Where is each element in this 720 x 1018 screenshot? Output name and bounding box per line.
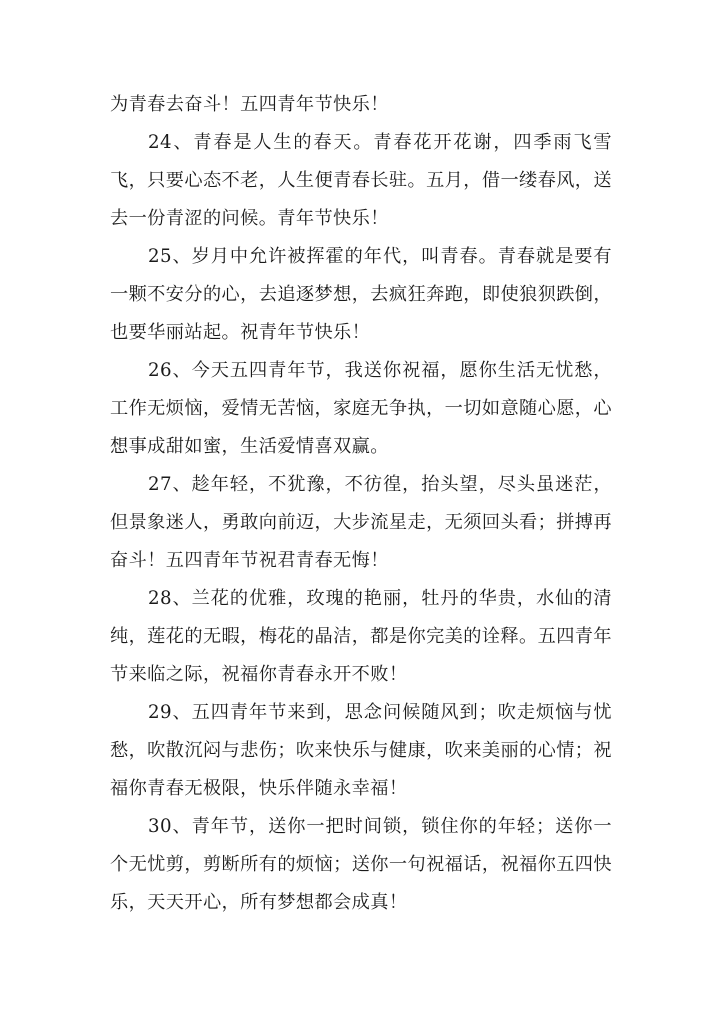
paragraph-27: 27、趁年轻，不犹豫，不彷徨，抬头望，尽头虽迷茫，但景象迷人，勇敢向前迈，大步流星走，无须回头看；拼搏再奋斗！五四青年节祝君青春无悔！ <box>110 474 612 571</box>
paragraph-25: 25、岁月中允许被挥霍的年代，叫青春。青春就是要有一颗不安分的心，去追逐梦想，去疯狂奔跑，即使狼狈跌倒，也要华丽站起。祝青年节快乐！ <box>110 246 612 343</box>
paragraph-29: 29、五四青年节来到，思念问候随风到；吹走烦恼与忧愁，吹散沉闷与悲伤；吹来快乐与健康，吹来美丽的心情；祝福你青春无极限，快乐伴随永幸福！ <box>110 702 612 799</box>
paragraph-28: 28、兰花的优雅，玫瑰的艳丽，牡丹的华贵，水仙的清纯，莲花的无暇，梅花的晶洁，都是你完美的诠释。五四青年节来临之际，祝福你青春永开不败！ <box>110 588 612 685</box>
paragraph-30: 30、青年节，送你一把时间锁，锁住你的年轻；送你一个无忧剪，剪断所有的烦恼；送你一句祝福话，祝福你五四快乐，天天开心，所有梦想都会成真！ <box>110 816 612 913</box>
paragraph-26: 26、今天五四青年节，我送你祝福，愿你生活无忧愁，工作无烦恼，爱情无苦恼，家庭无争执，一切如意随心愿，心想事成甜如蜜，生活爱情喜双赢。 <box>110 360 612 457</box>
paragraph-continuation: 为青春去奋斗！五四青年节快乐！ <box>110 94 389 115</box>
paragraph-24: 24、青春是人生的春天。青春花开花谢，四季雨飞雪飞，只要心态不老，人生便青春长驻。五月，借一缕春风，送去一份青涩的问候。青年节快乐！ <box>110 132 612 229</box>
document-body <box>110 86 612 922</box>
